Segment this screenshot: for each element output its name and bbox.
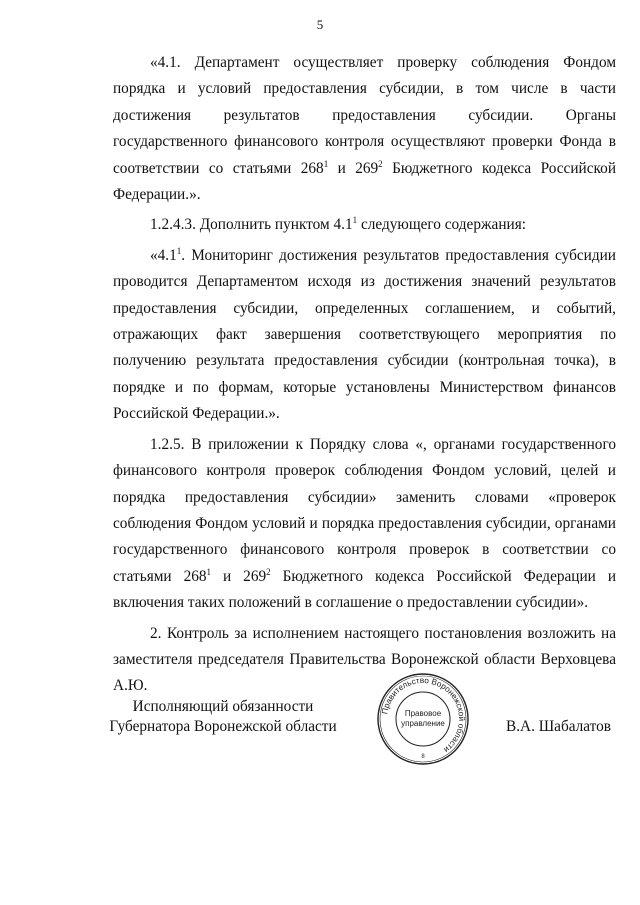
paragraph-1-2-5: 1.2.5. В приложении к Порядку слова «, органами государственного финансового контроля проверок соблюдения Фондом условий, целей и порядка предоставления субсидии» заменить словами «проверок соблюдения Фондом условий и порядка предоставления субсидии, органами государственного финансового контроля проверок в соответствии со статьями $268^1$ и $269^2$ Бюджетного кодекса Российской Федерации и включения таких положений в соглашение о предоставлении субсидии».: [113, 435, 617, 612]
seal-number: 8: [421, 754, 425, 760]
seal-ring-text: Правительство Воронежской области: [380, 675, 467, 755]
document-body: [113, 50, 616, 700]
official-seal: [376, 672, 470, 766]
paragraph-4-1-1: «$4.1^1$. Мониторинг достижения результатов предоставления субсидии проводится Департаментом исходя из достижения значений результатов предоставления субсидии, определенных соглашением, и событий, отражающих факт завершения соответствующего мероприятия по получению результата предоставления субсидии (контрольная точка), в порядке и по формам, которые установлены Министерством финансов Российской Федерации.».: [113, 245, 616, 423]
seal-center-line-2: управление: [401, 719, 445, 728]
paragraph-1-2-4-3: 1.2.4.3. Дополнить пунктом $4.1^1$ следующего содержания:: [150, 215, 527, 234]
signatory-title-line-2: Губернатора Воронежской области: [109, 718, 337, 735]
paragraph-2-control: 2. Контроль за исполнением настоящего постановления возложить на заместителя председателя Правительства Воронежской области Верховцева А.Ю.: [113, 624, 616, 695]
signatory-title-line-1: Исполняющий обязанности: [132, 698, 314, 715]
signatory-title: [108, 697, 338, 737]
seal-center-line-1: Правовое: [404, 709, 442, 718]
paragraph-4-1: «4.1. Департамент осуществляет проверку соблюдения Фондом порядка и условий предоставления субсидии, в том числе в части достижения результатов предоставления субсидии. Органы государственного финансового контроля осуществляют проверки Фонда в соответствии со статьями $268^1$ и $269^2$ Бюджетного кодекса Российской Федерации.».: [113, 54, 616, 204]
signatory-name: В.А. Шабалатов: [506, 718, 612, 735]
page-number: 5: [316, 17, 324, 32]
